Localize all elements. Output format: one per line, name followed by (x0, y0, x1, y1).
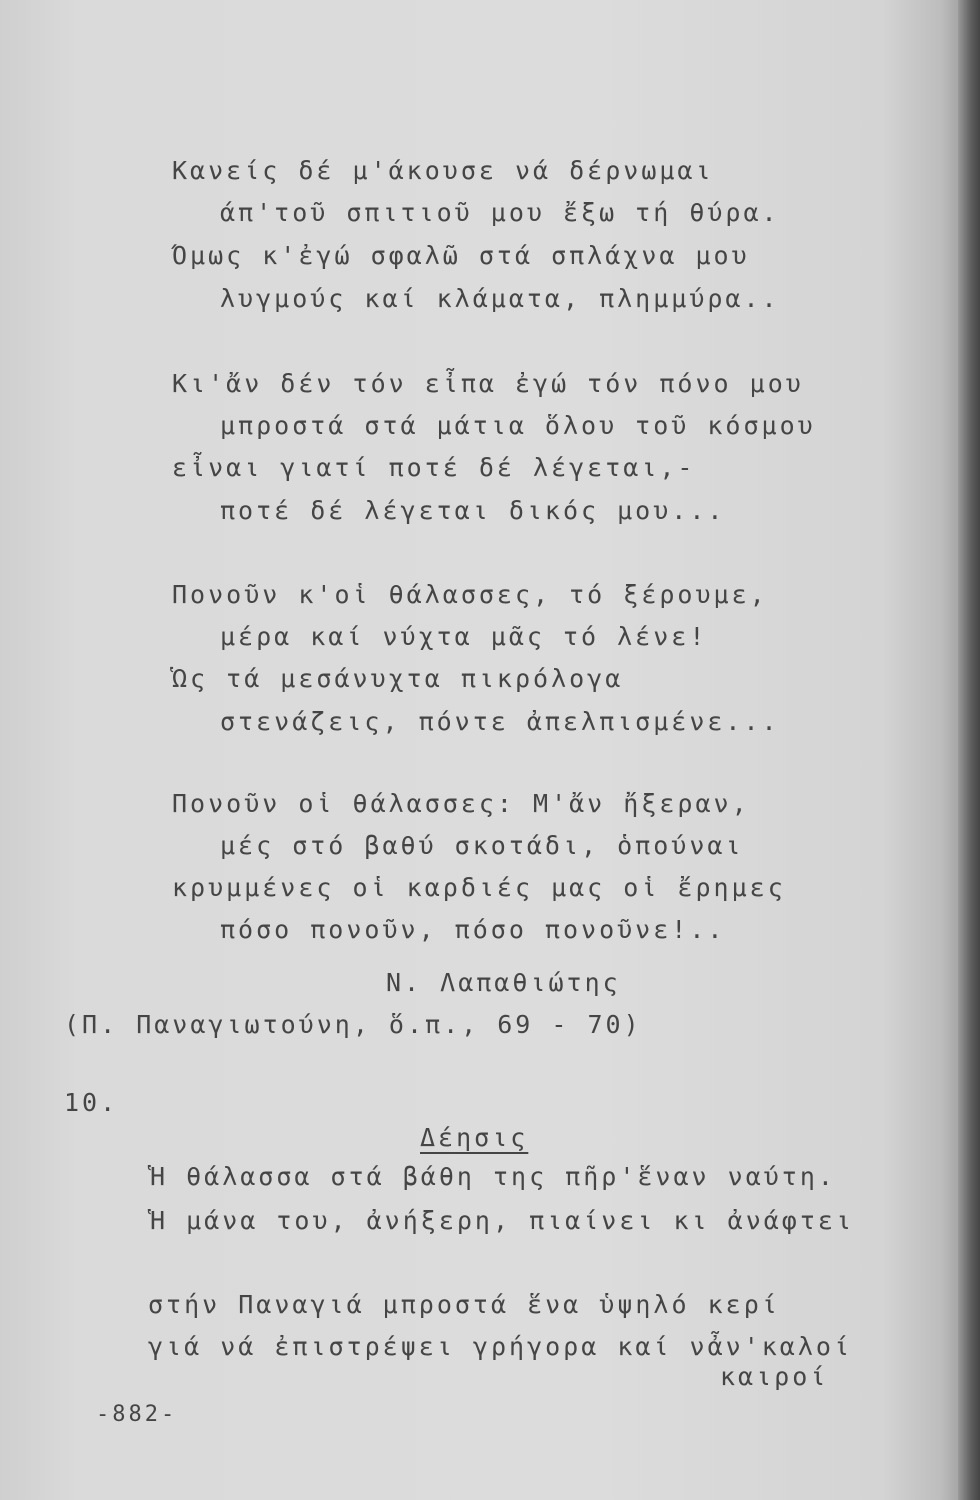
poem-line: Ὡς τά μεσάνυχτα πικρόλογα (172, 664, 624, 693)
poem-line: στήν Παναγιά μπροστά ἕνα ὑψηλό κερί (148, 1290, 780, 1319)
poem-line: άπ'τοῦ σπιτιοῦ μου ἔξω τή θύρα. (220, 198, 780, 227)
poem-line: ποτέ δέ λέγεται δικός μου... (220, 496, 726, 525)
poem-line: εἶναι γιατί ποτέ δέ λέγεται,- (172, 453, 696, 482)
poem-line: στενάζεις, πόντε ἀπελπισμένε... (220, 707, 780, 736)
item-number: 10. (64, 1088, 119, 1117)
poem-line: κρυμμένες οἱ καρδιές μας οἱ ἔρημες (172, 873, 786, 902)
poem-line: Κανείς δέ μ'άκουσε νά δέρνωμαι (172, 156, 714, 185)
poem-line: λυγμούς καί κλάματα, πλημμύρα.. (220, 284, 780, 313)
poem-line: μπροστά στά μάτια ὅλου τοῦ κόσμου (220, 411, 816, 440)
poem-line: Όμως κ'ἐγώ σφαλῶ στά σπλάχνα μου (172, 241, 750, 270)
poem-title: Δέησις (420, 1123, 529, 1152)
poem-line: γιά νά ἐπιστρέψει γρήγορα καί νἆν'καλοί (148, 1332, 852, 1361)
poem-line: Ἡ μάνα του, ἀνήξερη, πιαίνει κι ἀνάφτει (150, 1206, 854, 1235)
poem-line: Πονοῦν κ'οἱ θάλασσες, τό ξέρουμε, (172, 580, 768, 609)
poem-line: μές στό βαθύ σκοτάδι, ὁπούναι (220, 831, 744, 860)
page-number: -882- (96, 1402, 178, 1427)
poem-line: Πονοῦν οἱ θάλασσες: Μ'ἄν ἤξεραν, (172, 789, 750, 818)
author-name: Ν. Λαπαθιώτης (386, 968, 621, 997)
poem-line: Ἡ θάλασσα στά βάθη της πῆρ'ἕναν ναύτη. (150, 1162, 836, 1191)
poem-line: Κι'ἄν δέν τόν εἶπα ἐγώ τόν πόνο μου (172, 369, 804, 398)
poem-line: πόσο πονοῦν, πόσο πονοῦνε!.. (220, 915, 726, 944)
poem-line: μέρα καί νύχτα μᾶς τό λένε! (220, 622, 708, 651)
poem-line-continuation: καιροί (720, 1362, 829, 1391)
source-citation: (Π. Παναγιωτούνη, ὅ.π., 69 - 70) (64, 1010, 642, 1039)
page-binding-edge (958, 0, 980, 1500)
